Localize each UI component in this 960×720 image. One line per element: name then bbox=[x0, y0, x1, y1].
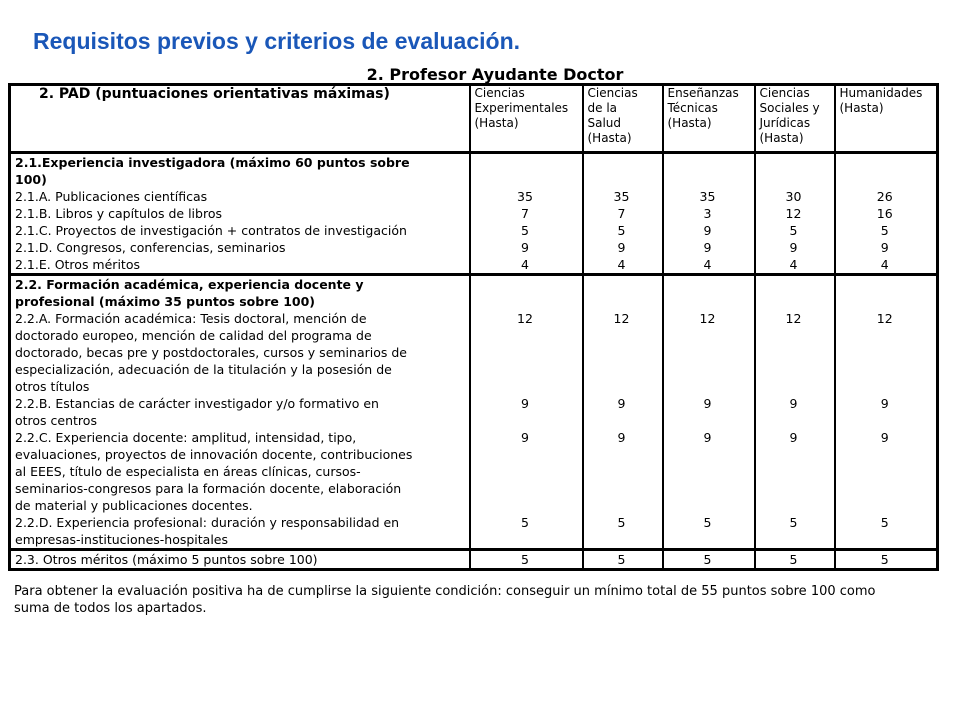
spacer bbox=[475, 378, 582, 395]
value-cell: 26 bbox=[876, 189, 893, 204]
values-col-2 bbox=[583, 275, 663, 550]
values-col-4 bbox=[755, 550, 835, 570]
spacer bbox=[760, 480, 834, 497]
value-cell: 9 bbox=[789, 396, 798, 411]
value-cell: 5 bbox=[880, 552, 889, 567]
spacer bbox=[668, 276, 754, 293]
criterion-line: seminarios-congresos para la formación docente, elaboración bbox=[15, 481, 402, 496]
value-cell: 3 bbox=[703, 206, 712, 221]
value-cell: 5 bbox=[617, 223, 626, 238]
spacer bbox=[668, 446, 754, 463]
value-cell: 4 bbox=[703, 257, 712, 272]
value-cell: 9 bbox=[703, 396, 712, 411]
value-cell: 9 bbox=[521, 430, 529, 445]
header-line: Técnicas bbox=[667, 101, 718, 115]
value-block bbox=[840, 429, 937, 514]
spacer bbox=[668, 463, 754, 480]
value-block bbox=[588, 395, 662, 429]
value-cell: 9 bbox=[521, 396, 529, 411]
value-block bbox=[588, 310, 662, 395]
spacer bbox=[588, 293, 662, 310]
header-col-tecnicas bbox=[663, 85, 755, 153]
spacer bbox=[840, 497, 937, 514]
value-block bbox=[760, 429, 834, 514]
value-cell: 35 bbox=[517, 189, 533, 204]
value-cell: 5 bbox=[789, 552, 798, 567]
value-block bbox=[840, 310, 937, 395]
criterion-line: doctorado europeo, mención de calidad del programa de bbox=[15, 328, 372, 343]
spacer bbox=[668, 361, 754, 378]
spacer bbox=[840, 463, 937, 480]
criterion-line: especialización, adecuación de la titulación y la posesión de bbox=[15, 362, 392, 377]
spacer bbox=[475, 276, 582, 293]
criterion-label bbox=[15, 429, 469, 514]
values-col-3 bbox=[663, 550, 755, 570]
header-pad: 2. PAD (puntuaciones orientativas máximas) bbox=[10, 85, 470, 153]
title-line: 2.2. Formación académica, experiencia docente y bbox=[15, 277, 364, 292]
spacer bbox=[588, 361, 662, 378]
values-col-1 bbox=[470, 153, 583, 275]
spacer bbox=[760, 412, 834, 429]
value-block bbox=[668, 429, 754, 514]
criterion-line: 2.2.B. Estancias de carácter investigador y/o formativo en bbox=[15, 396, 379, 411]
title-line: 2.1.Experiencia investigadora (máximo 60 puntos sobre bbox=[15, 155, 410, 170]
value-block bbox=[475, 514, 582, 548]
header-line: Sociales y bbox=[759, 101, 820, 115]
value-block bbox=[668, 395, 754, 429]
header-line: Ciencias bbox=[759, 86, 810, 100]
spacer bbox=[588, 463, 662, 480]
value-block bbox=[588, 514, 662, 548]
criterion-line: otros centros bbox=[15, 413, 97, 428]
header-line: de la bbox=[587, 101, 618, 115]
section-title bbox=[15, 154, 469, 188]
value-cell: 9 bbox=[703, 430, 712, 445]
spacer bbox=[588, 378, 662, 395]
spacer bbox=[760, 531, 834, 548]
spacer bbox=[668, 378, 754, 395]
header-col-sociales bbox=[755, 85, 835, 153]
value-cell: 9 bbox=[617, 430, 626, 445]
values-col-3 bbox=[663, 275, 755, 550]
spacer bbox=[668, 171, 754, 188]
values-col-4 bbox=[755, 275, 835, 550]
spacer bbox=[760, 276, 834, 293]
criterion-line: al EEES, título de especialista en áreas clínicas, cursos- bbox=[15, 464, 361, 479]
spacer bbox=[840, 276, 937, 293]
header-line: (Hasta) bbox=[759, 131, 804, 145]
section-formacion-cell bbox=[10, 275, 470, 550]
value-cell: 4 bbox=[617, 257, 626, 272]
value-cell: 5 bbox=[703, 515, 712, 530]
value-cell: 5 bbox=[789, 223, 798, 238]
value-cell: 9 bbox=[880, 240, 889, 255]
header-line: Enseñanzas bbox=[667, 86, 739, 100]
spacer bbox=[475, 531, 582, 548]
values-col-1 bbox=[470, 275, 583, 550]
value-cell: 30 bbox=[785, 189, 802, 204]
spacer bbox=[760, 497, 834, 514]
spacer bbox=[475, 154, 582, 171]
header-line: (Hasta) bbox=[474, 116, 519, 130]
spacer bbox=[588, 154, 662, 171]
criterion-line: 2.2.C. Experiencia docente: amplitud, intensidad, tipo, bbox=[15, 430, 357, 445]
spacer bbox=[760, 463, 834, 480]
spacer bbox=[840, 480, 937, 497]
values-col-5 bbox=[835, 275, 938, 550]
spacer bbox=[760, 171, 834, 188]
values-col-1 bbox=[470, 550, 583, 570]
header-line: Experimentales bbox=[474, 101, 569, 115]
values-col-2 bbox=[583, 153, 663, 275]
value-cell: 5 bbox=[617, 552, 626, 567]
values-col-2 bbox=[583, 550, 663, 570]
spacer bbox=[760, 378, 834, 395]
spacer bbox=[588, 344, 662, 361]
evaluation-note: Para obtener la evaluación positiva ha de cumplirse la siguiente condición: conseguir un mínimo total de 55 puntos sobre 100 como suma de todos los apartados. bbox=[14, 584, 876, 616]
spacer bbox=[840, 378, 937, 395]
header-col-experimentales bbox=[470, 85, 583, 153]
spacer bbox=[668, 480, 754, 497]
spacer bbox=[668, 327, 754, 344]
spacer bbox=[475, 293, 582, 310]
spacer bbox=[475, 171, 582, 188]
spacer bbox=[588, 531, 662, 548]
value-cell: 12 bbox=[876, 311, 893, 326]
values-col-3 bbox=[663, 153, 755, 275]
spacer bbox=[760, 293, 834, 310]
spacer bbox=[588, 446, 662, 463]
spacer bbox=[475, 412, 582, 429]
criteria-table-frame bbox=[4, 83, 960, 567]
slide-title: Requisitos previos y criterios de evaluación. bbox=[33, 28, 521, 54]
table-header-row bbox=[10, 85, 938, 153]
value-cell: 5 bbox=[521, 223, 529, 238]
spacer bbox=[668, 497, 754, 514]
spacer bbox=[760, 361, 834, 378]
spacer bbox=[475, 344, 582, 361]
section-otros-row bbox=[10, 550, 938, 570]
value-cell: 4 bbox=[880, 257, 889, 272]
value-cell: 35 bbox=[613, 189, 630, 204]
spacer bbox=[475, 327, 582, 344]
value-cell: 9 bbox=[789, 430, 798, 445]
spacer bbox=[760, 154, 834, 171]
value-cell: 4 bbox=[789, 257, 798, 272]
section-otros-title: 2.3. Otros méritos (máximo 5 puntos sobre 100) bbox=[10, 550, 470, 570]
value-cell: 35 bbox=[699, 189, 716, 204]
spacer bbox=[668, 531, 754, 548]
document-title: 2. Profesor Ayudante Doctor bbox=[366, 65, 624, 84]
criterion-label: 2.1.A. Publicaciones científicas bbox=[15, 189, 208, 204]
spacer bbox=[840, 412, 937, 429]
value-cell: 5 bbox=[703, 552, 712, 567]
criterion-line: 2.2.A. Formación académica: Tesis doctoral, mención de bbox=[15, 311, 367, 326]
value-block bbox=[760, 514, 834, 548]
value-cell: 5 bbox=[880, 223, 889, 238]
value-block bbox=[475, 429, 582, 514]
criterion-line: evaluaciones, proyectos de innovación docente, contribuciones bbox=[15, 447, 413, 462]
criterion-label: 2.1.B. Libros y capítulos de libros bbox=[15, 206, 222, 221]
value-cell: 12 bbox=[785, 206, 802, 221]
spacer bbox=[588, 412, 662, 429]
criterion-label bbox=[15, 310, 469, 395]
spacer bbox=[475, 497, 582, 514]
value-cell: 12 bbox=[613, 311, 630, 326]
header-line: (Hasta) bbox=[667, 116, 712, 130]
spacer bbox=[475, 446, 582, 463]
value-block bbox=[475, 310, 582, 395]
spacer bbox=[840, 446, 937, 463]
spacer bbox=[475, 480, 582, 497]
section-formacion-row bbox=[10, 275, 938, 550]
value-cell: 5 bbox=[521, 515, 529, 530]
spacer bbox=[588, 276, 662, 293]
header-line: Ciencias bbox=[587, 86, 638, 100]
value-block bbox=[760, 310, 834, 395]
criterion-line: de material y publicaciones docentes. bbox=[15, 498, 253, 513]
spacer bbox=[475, 463, 582, 480]
value-cell: 12 bbox=[699, 311, 716, 326]
value-block bbox=[588, 429, 662, 514]
value-cell: 5 bbox=[789, 515, 798, 530]
spacer bbox=[760, 344, 834, 361]
value-cell: 4 bbox=[521, 257, 529, 272]
header-line: (Hasta) bbox=[839, 101, 884, 115]
spacer bbox=[588, 171, 662, 188]
values-col-4 bbox=[755, 153, 835, 275]
spacer bbox=[840, 171, 937, 188]
value-block bbox=[668, 310, 754, 395]
header-line: Ciencias bbox=[474, 86, 525, 100]
value-cell: 9 bbox=[617, 396, 626, 411]
value-cell: 5 bbox=[521, 552, 529, 567]
spacer bbox=[475, 361, 582, 378]
criterion-label: 2.1.C. Proyectos de investigación + contratos de investigación bbox=[15, 223, 407, 238]
header-line: (Hasta) bbox=[587, 131, 632, 145]
criterion-line: empresas-instituciones-hospitales bbox=[15, 532, 229, 547]
section-investigadora-cell bbox=[10, 153, 470, 275]
spacer bbox=[840, 531, 937, 548]
values-col-5 bbox=[835, 153, 938, 275]
value-block bbox=[840, 514, 937, 548]
criterion-label bbox=[15, 514, 469, 548]
value-cell: 5 bbox=[880, 515, 889, 530]
value-cell: 9 bbox=[703, 240, 712, 255]
value-cell: 9 bbox=[789, 240, 798, 255]
spacer bbox=[840, 327, 937, 344]
value-block bbox=[760, 395, 834, 429]
header-col-salud bbox=[583, 85, 663, 153]
spacer bbox=[668, 412, 754, 429]
value-cell: 9 bbox=[617, 240, 626, 255]
criterion-label: 2.1.E. Otros méritos bbox=[15, 257, 140, 272]
spacer bbox=[760, 446, 834, 463]
value-cell: 9 bbox=[521, 240, 529, 255]
spacer bbox=[668, 154, 754, 171]
spacer bbox=[668, 344, 754, 361]
value-cell: 7 bbox=[617, 206, 626, 221]
header-col-humanidades bbox=[835, 85, 938, 153]
header-line: Jurídicas bbox=[759, 116, 811, 130]
value-cell: 12 bbox=[785, 311, 802, 326]
criterion-label: 2.1.D. Congresos, conferencias, seminarios bbox=[15, 240, 286, 255]
spacer bbox=[840, 154, 937, 171]
title-line: profesional (máximo 35 puntos sobre 100) bbox=[15, 294, 316, 309]
value-block bbox=[475, 395, 582, 429]
criterion-line: otros títulos bbox=[15, 379, 90, 394]
criterion-label bbox=[15, 395, 469, 429]
value-cell: 7 bbox=[521, 206, 529, 221]
value-cell: 12 bbox=[517, 311, 533, 326]
spacer bbox=[760, 327, 834, 344]
spacer bbox=[668, 293, 754, 310]
value-cell: 16 bbox=[876, 206, 893, 221]
section-investigadora-row bbox=[10, 153, 938, 275]
header-line: Humanidades bbox=[839, 86, 923, 100]
spacer bbox=[840, 293, 937, 310]
title-line: 100) bbox=[15, 172, 47, 187]
spacer bbox=[840, 361, 937, 378]
spacer bbox=[840, 344, 937, 361]
header-line: Salud bbox=[587, 116, 622, 130]
value-cell: 9 bbox=[880, 430, 889, 445]
value-block bbox=[840, 395, 937, 429]
criteria-table bbox=[8, 83, 939, 571]
value-block bbox=[668, 514, 754, 548]
spacer bbox=[588, 497, 662, 514]
value-cell: 5 bbox=[617, 515, 626, 530]
values-col-5 bbox=[835, 550, 938, 570]
section-title bbox=[15, 276, 469, 310]
spacer bbox=[588, 327, 662, 344]
value-cell: 9 bbox=[703, 223, 712, 238]
spacer bbox=[588, 480, 662, 497]
criterion-line: 2.2.D. Experiencia profesional: duración y responsabilidad en bbox=[15, 515, 400, 530]
value-cell: 9 bbox=[880, 396, 889, 411]
criterion-line: doctorado, becas pre y postdoctorales, cursos y seminarios de bbox=[15, 345, 407, 360]
